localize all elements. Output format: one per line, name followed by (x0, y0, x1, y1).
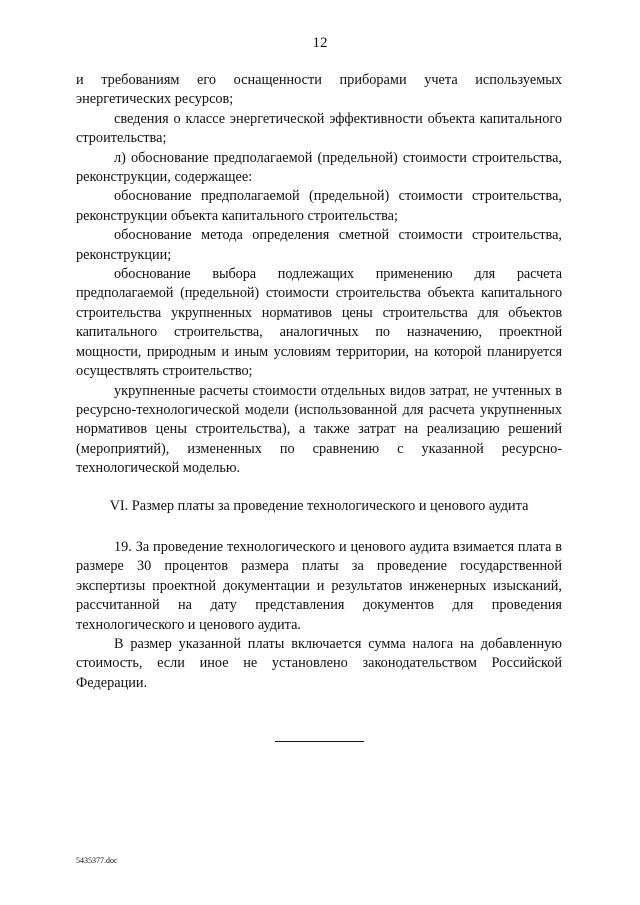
paragraph-enlarged-calculations: укрупненные расчеты стоимости отдельных видов затрат, не учтенных в ресурсно-технологической модели (использованной для расчета укрупненных нормативов цены строительства), а также затрат на реализацию решений (мероприятий), измененных по сравнению с указанной ресурсно-технологической моделью. (76, 382, 562, 477)
end-separator-line (275, 741, 364, 742)
paragraph-item-19: 19. За проведение технологического и ценового аудита взимается плата в размере 30 процентов размера платы за проведение государственной экспертизы проектной документации и результатов инженерных изысканий, рассчитанной на дату представления документов для проведения технологического и ценового аудита. (76, 538, 562, 633)
section-heading: VI. Размер платы за проведение технологического и ценового аудита (109, 497, 529, 514)
paragraph-item-l: л) обоснование предполагаемой (предельной) стоимости строительства, реконструкции, содержащее: (76, 149, 562, 186)
footer-document-code: 5435377.doc (76, 856, 118, 865)
paragraph-continuation: и требованиям его оснащенности приборами учета используемых энергетических ресурсов; (76, 72, 562, 108)
paragraph-method-justification: обоснование метода определения сметной стоимости строительства, реконструкции; (76, 227, 562, 263)
paragraph-cost-justification: обоснование предполагаемой (предельной) стоимости строительства, реконструкции объекта капитального строительства; (76, 188, 562, 224)
document-body (76, 71, 562, 693)
page-number: 12 (312, 35, 328, 51)
paragraph-energy-class: сведения о классе энергетической эффективности объекта капитального строительства; (76, 110, 562, 147)
paragraph-vat: В размер указанной платы включается сумма налога на добавленную стоимость, если иное не установлено законодательством Российской Федерации. (76, 635, 562, 691)
paragraph-norms-selection: обоснование выбора подлежащих применению для расчета предполагаемой (предельной) стоимости строительства объекта капитального строительства укрупненных нормативов цены строительства для объектов капитального строительства, аналогичных по назначению, проектной мощности, природным и иным условиям территории, на которой планируется осуществлять строительство; (76, 266, 562, 380)
